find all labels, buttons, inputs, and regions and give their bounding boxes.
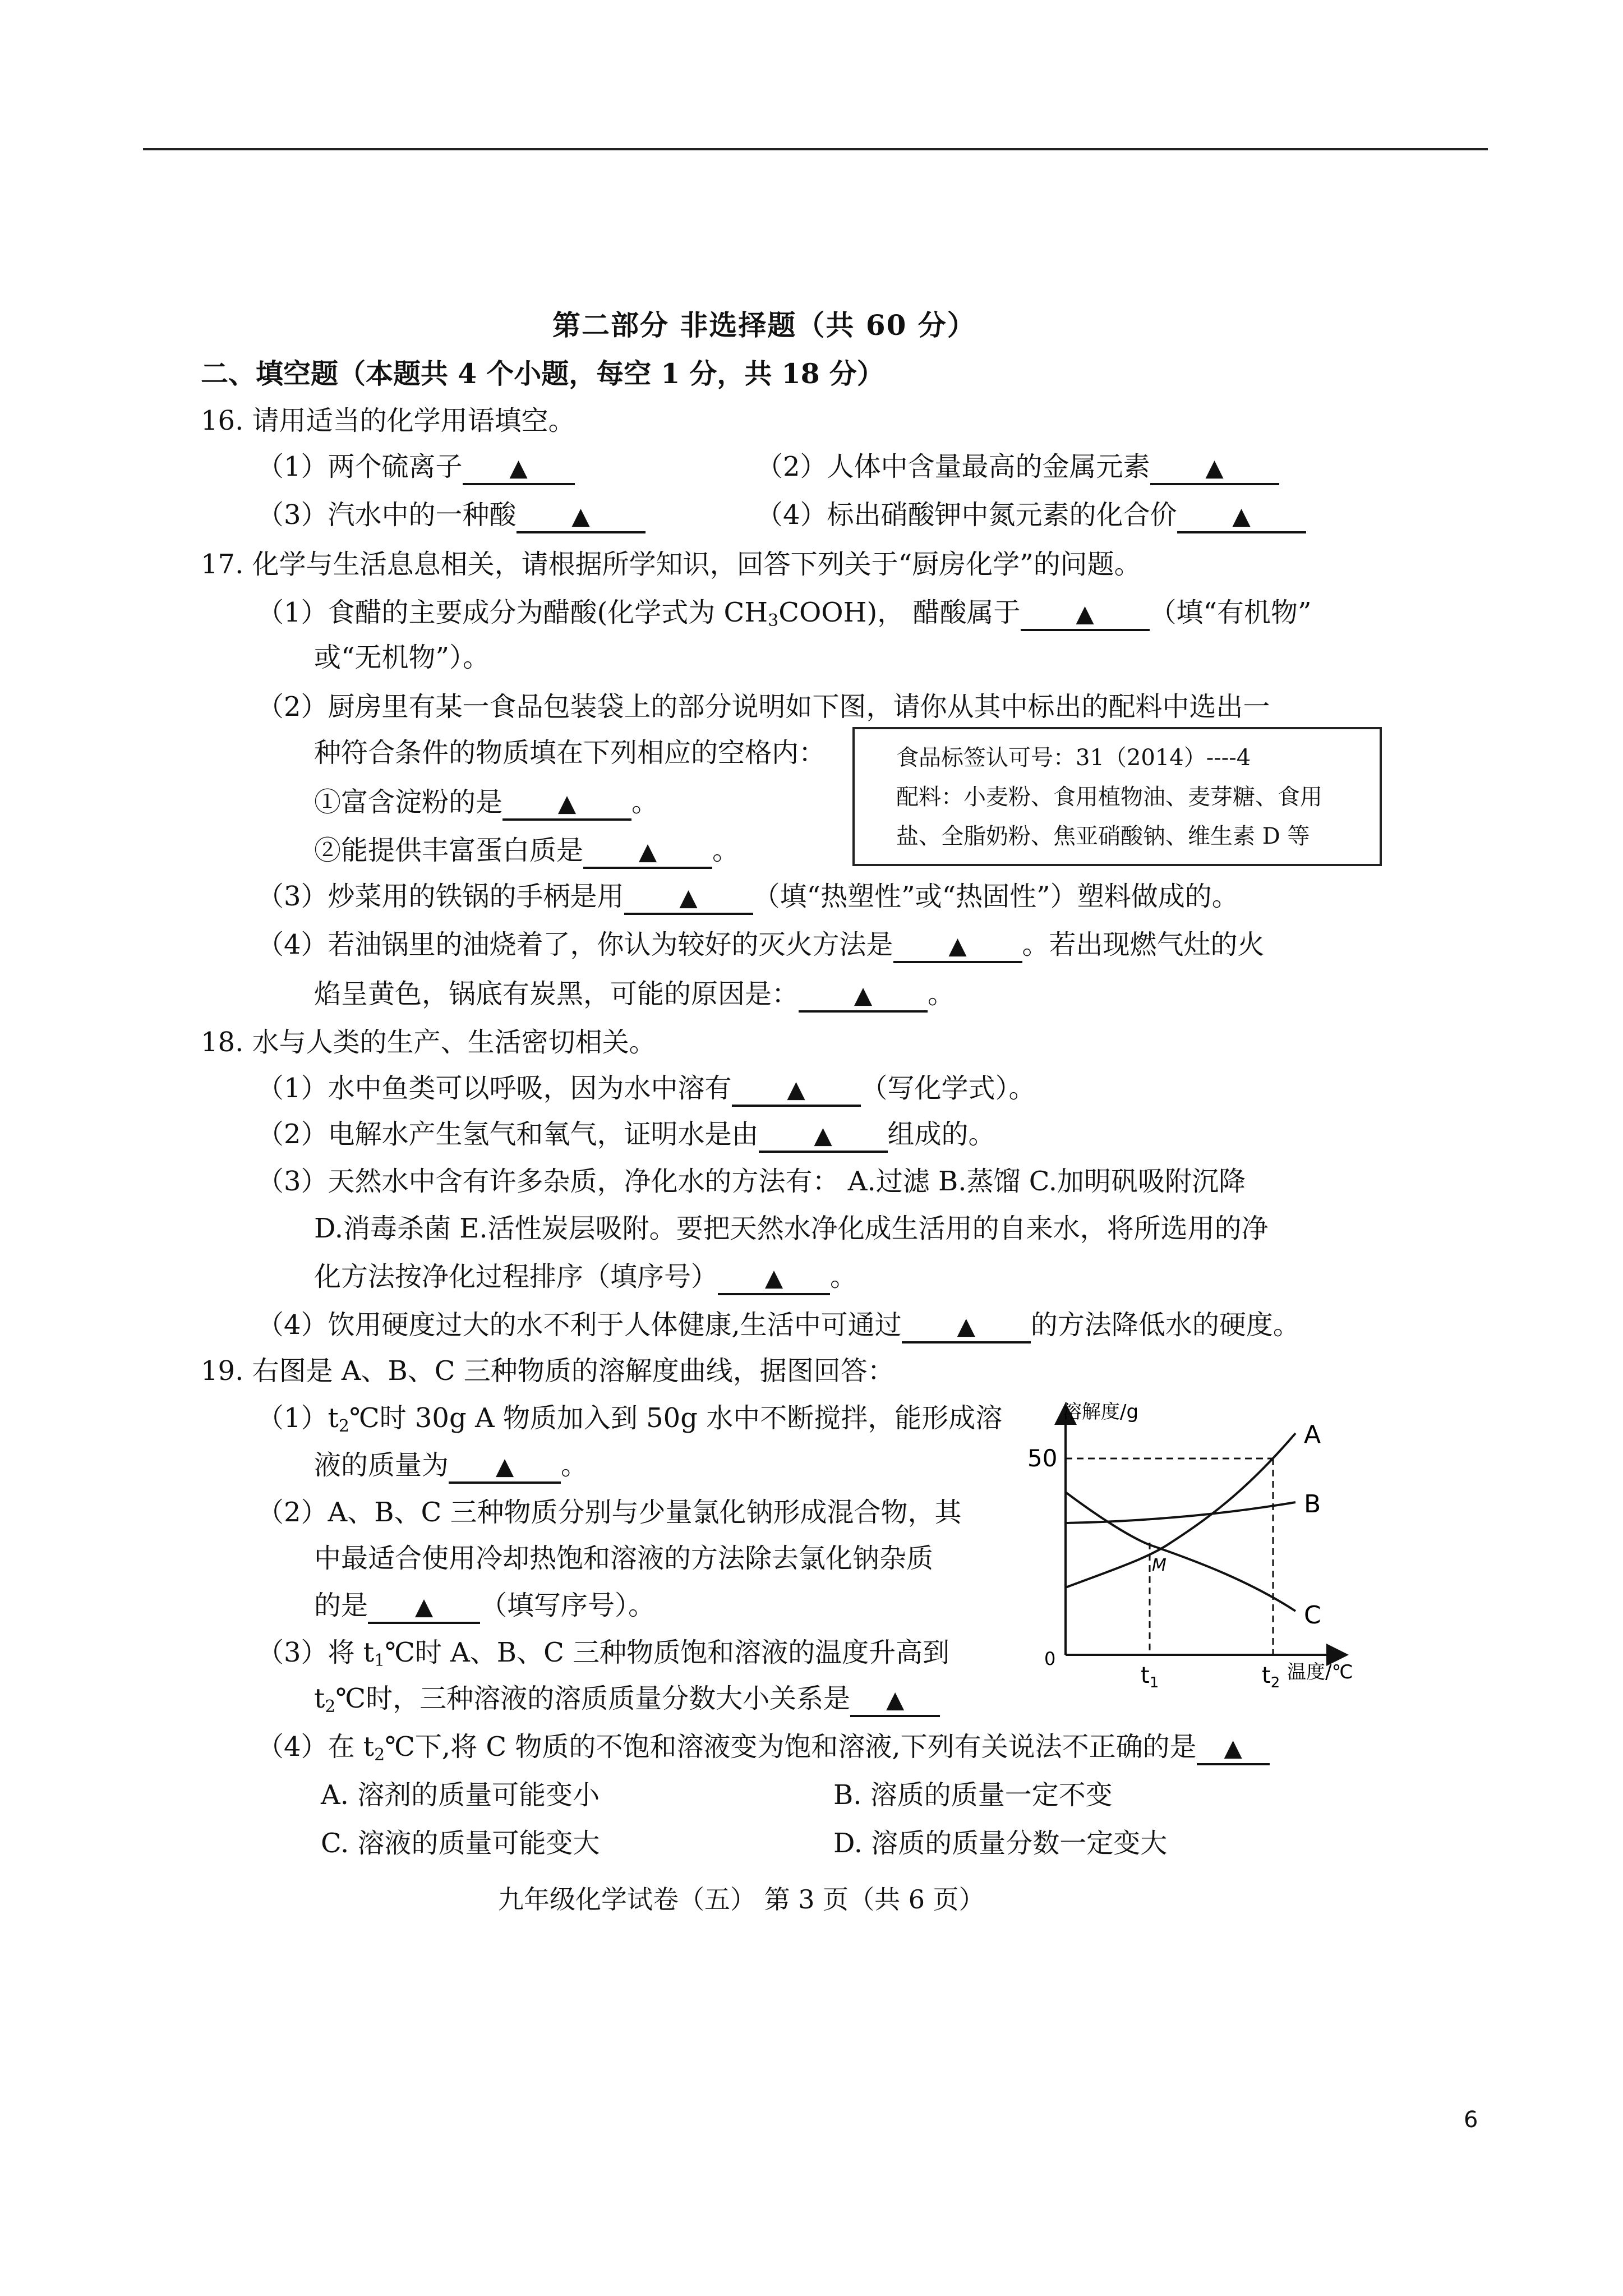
answer-blank[interactable]: ▲ [368,1590,480,1624]
answer-blank[interactable]: ▲ [732,1073,861,1107]
series-b-label: B [1304,1490,1321,1519]
q19-item-3-cont: $t_2℃$时，三种溶液的溶质质量分数大小关系是 ▲ [314,1681,940,1717]
section-title: 第二部分 非选择题（共 60 分） [552,309,976,342]
q18-item-3-cont2: 化方法按净化过程排序（填序号） ▲ 。 [314,1259,857,1295]
q16-item-1: （1）两个硫离子 ▲ [257,449,575,485]
q19-option-a[interactable]: A. 溶剂的质量可能变小 [321,1779,600,1811]
q16-item-2: （2）人体中含量最高的金属元素 ▲ [756,449,1279,485]
curve-a [1066,1433,1295,1588]
curve-c [1066,1492,1295,1611]
answer-blank[interactable]: ▲ [583,835,712,869]
answer-blank[interactable]: ▲ [502,787,631,821]
answer-blank[interactable]: ▲ [718,1262,830,1295]
q19-option-c[interactable]: C. 溶液的质量可能变大 [321,1828,600,1859]
curve-b [1066,1502,1295,1523]
q16-stem: 16. 请用适当的化学用语填空。 [201,405,575,436]
origin-label: 0 [1044,1648,1056,1669]
q17-stem: 17. 化学与生活息息相关，请根据所学知识，回答下列关于“厨房化学”的问题。 [201,549,1141,580]
q18-item-4: （4）饮用硬度过大的水不利于人体健康,生活中可通过 ▲ 的方法降低水的硬度。 [257,1307,1300,1343]
answer-blank[interactable]: ▲ [1197,1732,1270,1765]
q18-item-2: （2）电解水产生氢气和氧气，证明水是由 ▲ 组成的。 [257,1116,995,1153]
q18-stem: 18. 水与人类的生产、生活密切相关。 [201,1027,656,1058]
q17-item-1: （1）食醋的主要成分为醋酸(化学式为 $CH_3COOH$)， 醋酸属于 ▲ （填“有机物” [257,597,1312,631]
y-tick-50: 50 [1027,1444,1058,1472]
answer-blank[interactable]: ▲ [449,1450,561,1484]
point-m-label: M [1152,1556,1166,1575]
q19-item-1-cont: 液的质量为 ▲ 。 [314,1447,588,1484]
food-label-line: 配料：小麦粉、食用植物油、麦芽糖、食用 [896,784,1322,810]
q19-stem: 19. 右图是 A、B、C 三种物质的溶解度曲线，据图回答： [201,1355,895,1387]
q17-item-2-i: ①富含淀粉的是 ▲ 。 [314,784,658,821]
q19-item-4: （4）在 $t_2℃$下,将 C 物质的不饱和溶液变为饱和溶液,下列有关说法不正确的是 ▲ [257,1729,1270,1765]
q16-item-3: （3）汽水中的一种酸 ▲ [257,497,645,533]
part-heading: 二、填空题（本题共 4 个小题，每空 1 分，共 18 分） [201,357,884,390]
q19-item-2-cont2: 的是 ▲ （填写序号）。 [314,1588,655,1624]
answer-blank[interactable]: ▲ [1021,597,1150,631]
q18-item-3: （3）天然水中含有许多杂质，净化水的方法有： A.过滤 B.蒸馏 C.加明矾吸附沉降 [257,1166,1246,1197]
answer-blank[interactable]: ▲ [850,1683,940,1717]
t1-label: $t_1$ [1141,1663,1159,1691]
q19-option-d[interactable]: D. 溶质的质量分数一定变大 [833,1828,1168,1859]
q19-item-3: （3）将 $t_1℃$时 A、B、C 三种物质饱和溶液的温度升高到 [257,1637,950,1671]
q19-item-2: （2）A、B、C 三种物质分别与少量氯化钠形成混合物，其 [257,1497,962,1528]
top-rule [143,148,1488,150]
q17-item-2: （2）厨房里有某一食品包装袋上的部分说明如下图，请你从其中标出的配料中选出一 [257,691,1270,723]
answer-blank[interactable]: ▲ [893,930,1022,963]
q17-item-1-cont: 或“无机物”）。 [314,642,490,673]
answer-blank[interactable]: ▲ [759,1119,888,1153]
q17-item-4-cont: 焰呈黄色，锅底有炭黑，可能的原因是： ▲ 。 [314,976,955,1013]
answer-blank[interactable]: ▲ [799,979,928,1013]
series-c-label: C [1304,1601,1321,1630]
q17-item-4: （4）若油锅里的油烧着了，你认为较好的灭火方法是 ▲ 。若出现燃气灶的火 [257,927,1265,963]
q18-item-1: （1）水中鱼类可以呼吸，因为水中溶有 ▲ （写化学式）。 [257,1070,1036,1107]
food-label-line: 食品标签认可号：31（2014）----4 [896,745,1251,771]
t2-label: $t_2$ [1262,1663,1280,1691]
page-footer: 九年级化学试卷（五） 第 3 页（共 6 页） [498,1884,985,1915]
answer-blank[interactable]: ▲ [1150,452,1279,485]
q17-item-3: （3）炒菜用的铁锅的手柄是用 ▲ （填“热塑性”或“热固性”）塑料做成的。 [257,878,1239,915]
answer-blank[interactable]: ▲ [902,1310,1031,1343]
food-label-line: 盐、全脂奶粉、焦亚硝酸钠、维生素 D 等 [896,823,1310,849]
series-a-label: A [1304,1420,1321,1449]
solubility-graph [1027,1401,1391,1694]
answer-blank[interactable]: ▲ [1177,500,1306,533]
q18-item-3-cont: D.消毒杀菌 E.活性炭层吸附。要把天然水净化成生活用的自来水，将所选用的净 [314,1213,1269,1244]
q17-item-2-cont: 种符合条件的物质填在下列相应的空格内： [314,737,826,769]
q17-item-2-ii: ②能提供丰富蛋白质是 ▲ 。 [314,832,739,869]
food-label-box [852,727,1382,866]
q19-item-2-cont: 中最适合使用冷却热饱和溶液的方法除去氯化钠杂质 [314,1543,934,1574]
answer-blank[interactable]: ▲ [624,881,753,915]
y-axis-label: 溶解度/g [1063,1401,1139,1423]
q19-option-b[interactable]: B. 溶质的质量一定不变 [833,1779,1113,1811]
q16-item-4: （4）标出硝酸钾中氮元素的化合价 ▲ [756,497,1306,533]
answer-blank[interactable]: ▲ [517,500,645,533]
q19-item-1: $(1)t_2℃$时 30g A 物质加入到 50g 水中不断搅拌，能形成溶 [257,1402,1003,1436]
page-number: 6 [1464,2107,1478,2133]
x-axis-label: 温度/℃ [1287,1661,1353,1683]
answer-blank[interactable]: ▲ [463,452,575,485]
